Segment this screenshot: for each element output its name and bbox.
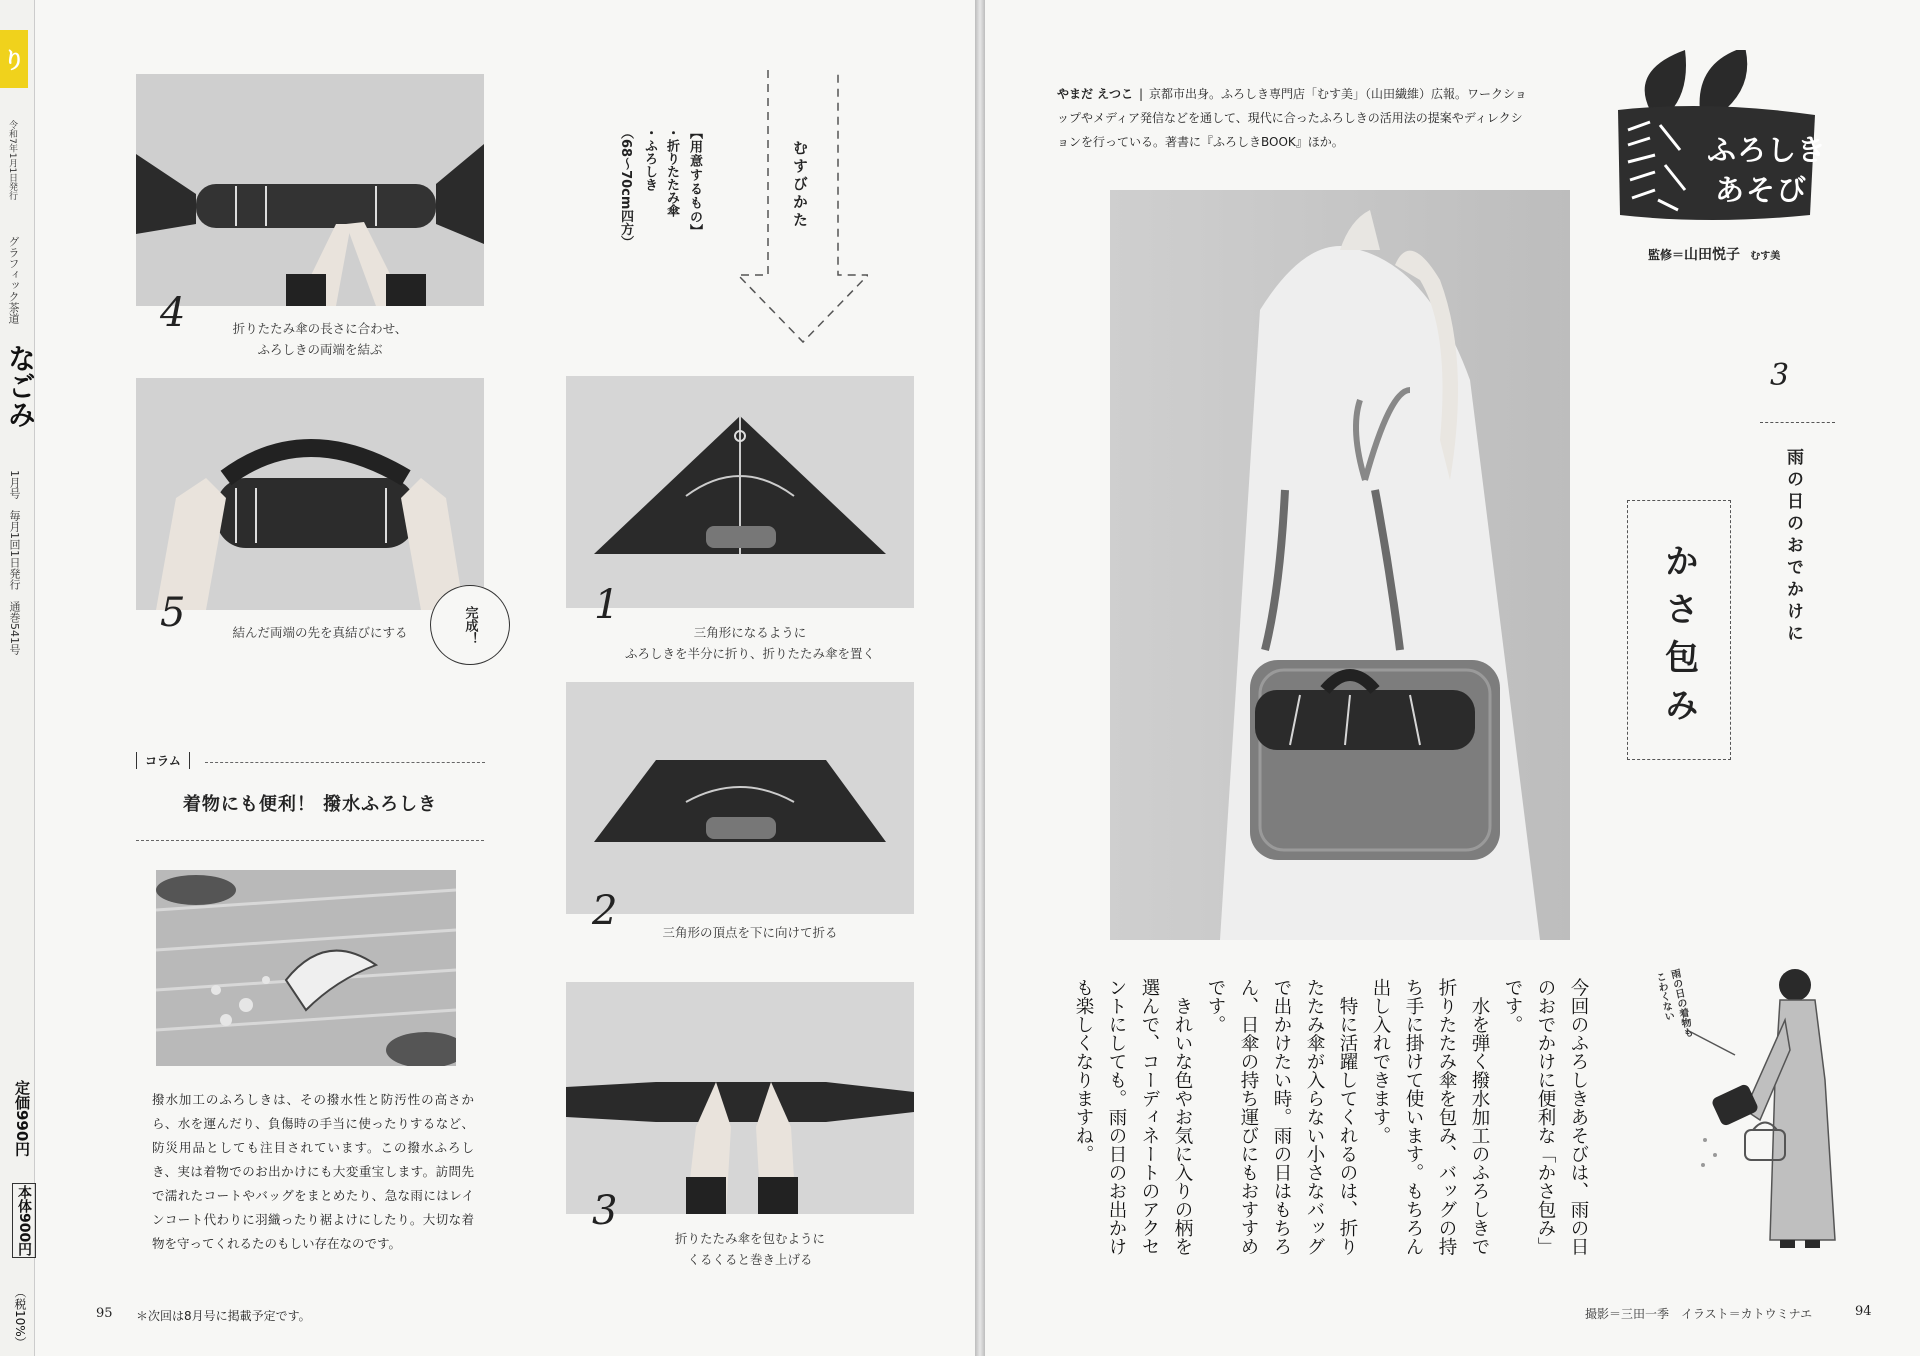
spine-price-body: 本体900円 [12, 1183, 36, 1258]
supervisor-name: 山田悦子 [1684, 247, 1741, 263]
spine-issue-info: 1月号 毎月1回1日発行 通巻541号 [8, 470, 21, 655]
step-2-caption: 三角形の頂点を下に向けて折る [662, 925, 838, 940]
right-page [985, 0, 1920, 1356]
materials-title: 【用意するもの】 [687, 126, 702, 238]
column-divider-bottom [136, 840, 484, 841]
next-issue-note: ＊次回は8月号に掲載予定です。 [136, 1309, 311, 1323]
column-title: 着物にも便利！ 撥水ふろしき [182, 794, 438, 815]
logo-text-line2: あそび [1715, 173, 1809, 207]
materials-item-3: （68～70cm四方） [618, 126, 633, 249]
author-name: やまだ えつこ [1057, 87, 1133, 101]
materials-item-2: ・ふろしき [642, 126, 657, 191]
step-4-number: 4 [160, 290, 186, 336]
kimono-woman-illustration [1675, 960, 1855, 1265]
supervisor-affiliation: むす美 [1750, 251, 1781, 262]
step-1-photo [566, 376, 914, 608]
author-separator: | [1138, 87, 1143, 101]
materials-item-1: ・折りたたみ傘 [664, 126, 679, 217]
complete-badge-text: 完成！ [462, 605, 478, 645]
step-3-caption: 折りたたみ傘を包むように くるくると巻き上げる [674, 1231, 825, 1267]
step-3-number: 3 [592, 1188, 618, 1234]
column-label: コラム [136, 752, 190, 769]
page-number-right: 94 [1855, 1304, 1872, 1319]
logo-text-line1: ふろしき [1707, 133, 1828, 167]
gutter [975, 0, 985, 1356]
photo-illustration-credits: 撮影＝三田一季 イラスト＝カトウミナエ [1585, 1307, 1813, 1321]
author-block [1057, 82, 1527, 154]
step-5-photo [136, 378, 484, 610]
supervisor-label: 監修＝ [1648, 248, 1685, 262]
body-text: 今回のふろしきあそびは、雨の日のおでかけに便利な「かさ包み」です。 水を弾く撥水加工のふろしきで折りたたみ傘を包み、バッグの持ち手に掛けて使います。もちろん出し入れできます。 特に活躍してくれるのは、折りたたみ傘が入らない小さなバッグで出かけたい時。雨の日はもちろん、日傘の持ち運びにもおすすめです。 きれいな色やお気に入りの柄を選んで、コーディネートのアクセントにしても。雨の日のお出かけも楽しくなりますね。 [1073, 978, 1589, 1256]
column-divider-top [205, 762, 485, 763]
complete-badge [430, 585, 510, 665]
supervisor-credit [1648, 244, 1780, 264]
main-title: かさ包み [1658, 543, 1699, 735]
step-4-photo [136, 74, 484, 306]
subtitle: 雨の日のおでかけに [1783, 448, 1803, 646]
main-photo [1110, 190, 1570, 940]
step-1-number: 1 [594, 582, 620, 628]
step-2-number: 2 [592, 888, 618, 934]
spine-magazine-title: なごみ [4, 344, 37, 428]
howto-label: むすびかた [791, 140, 809, 230]
column-photo [156, 870, 456, 1066]
spine-price-tax: （税10%） [13, 1286, 27, 1349]
series-number: 3 [1770, 358, 1790, 393]
spine-issue-date: 令和7年1月1日発行 [7, 120, 17, 201]
spine-price-label: 定価990円 [13, 1080, 31, 1157]
illustration-speech: 雨の日の着物も こわくない [1653, 968, 1693, 1039]
step-2-photo [566, 682, 914, 914]
step-3-photo [566, 982, 914, 1214]
main-title-box [1627, 500, 1731, 760]
spine-tab: り [0, 30, 28, 88]
step-5-caption: 結んだ両端の先を真結びにする [232, 625, 408, 640]
spine-publisher: グラフィック茶道 [7, 236, 20, 324]
step-4-caption: 折りたたみ傘の長さに合わせ、 ふろしきの両端を結ぶ [232, 321, 408, 357]
step-1-caption: 三角形になるように ふろしきを半分に折り、折りたたみ傘を置く [624, 625, 875, 661]
column-body: 撥水加工のふろしきは、その撥水性と防汚性の高さから、水を運んだり、負傷時の手当に使ったりするなど、防災用品としても注目されています。この撥水ふろしき、実は着物でのお出かけにも大変重宝します。訪問先で濡れたコートやバッグをまとめたり、急な雨にはレインコート代わりに羽織ったり裾よけにしたり。大切な着物を守ってくれるたのもしい存在なのです。 [152, 1092, 474, 1251]
author-bio: 京都市出身。ふろしき専門店「むす美」（山田繊維）広報。ワークショップやメディア発信などを通して、現代に合ったふろしきの活用法の提案やディレクションを行っている。著書に『ふろしきBOOK』ほか。 [1057, 87, 1527, 149]
page-number-left: 95 [96, 1306, 113, 1321]
step-5-number: 5 [160, 590, 186, 636]
title-divider [1760, 422, 1835, 423]
